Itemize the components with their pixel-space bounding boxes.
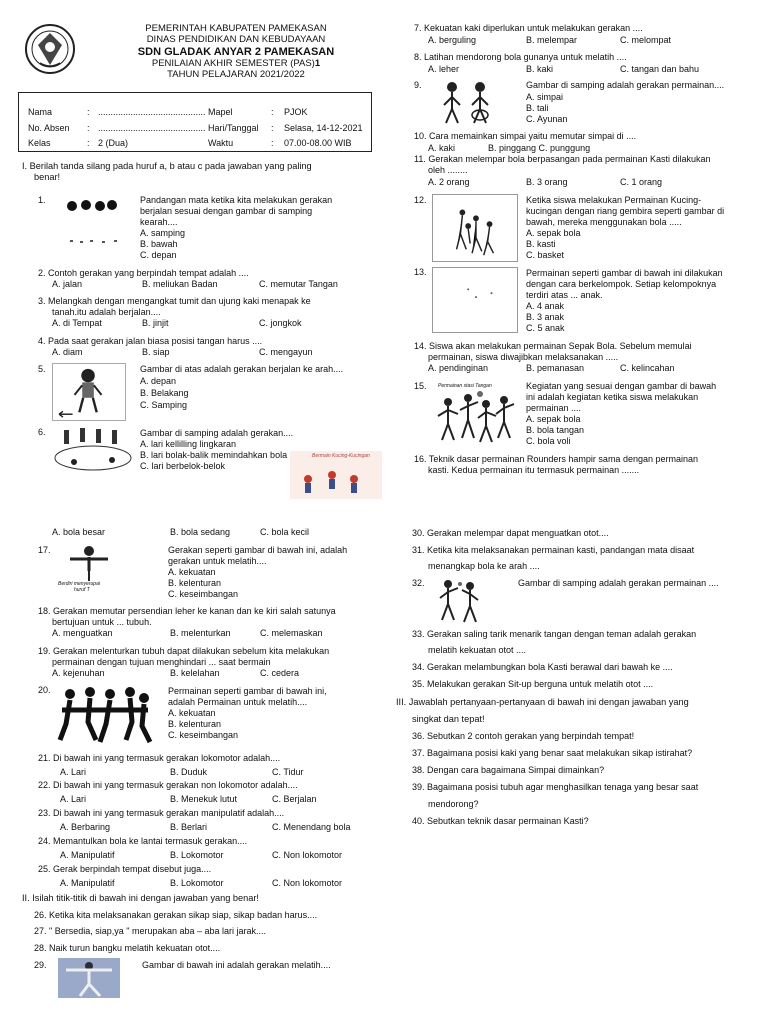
q6-option-a[interactable]: A. lari kellilling lingkaran <box>140 439 237 449</box>
hari-sep: : <box>271 123 274 133</box>
q9-line-1: Gambar di samping adalah gerakan permainan.... <box>526 80 725 90</box>
q9-option-a[interactable]: A. simpai <box>526 92 564 102</box>
q12-line-1: Ketika siswa melakukan Permainan Kucing- <box>526 195 702 205</box>
q35-text: 35. Melakukan gerakan Sit-up berguna untuk melatih otot .... <box>412 679 654 689</box>
q3-option-a[interactable]: A. di Tempat <box>52 318 102 328</box>
q6-number: 6. <box>38 427 46 437</box>
section-1-title-2: benar! <box>34 172 61 182</box>
q31-line-1: 31. Ketika kita melaksanakan permainan kasti, pandangan mata disaat <box>412 545 695 555</box>
q24-option-c[interactable]: C. Non lokomotor <box>272 850 343 860</box>
q25-option-b[interactable]: B. Lokomotor <box>170 878 224 888</box>
q13-option-b[interactable]: B. 3 anak <box>526 312 565 322</box>
q18-option-b[interactable]: B. melenturkan <box>170 628 231 638</box>
mapel-sep: : <box>271 107 274 117</box>
q13-option-c[interactable]: C. 5 anak <box>526 323 565 333</box>
q15-handball-figure <box>434 380 520 448</box>
q9-option-c[interactable]: C. Ayunan <box>526 114 568 124</box>
q6-option-c[interactable]: C. lari berbelok-belok <box>140 461 226 471</box>
q13-option-a[interactable]: A. 4 anak <box>526 301 565 311</box>
header-line-2: DINAS PENDIDIKAN DAN KEBUDAYAAN <box>146 34 326 45</box>
q5-option-c[interactable]: C. Samping <box>140 400 188 410</box>
q18-option-c[interactable]: C. melemaskan <box>260 628 323 638</box>
q4-text: 4. Pada saat gerakan jalan biasa posisi tangan harus .... <box>38 336 263 346</box>
header-line-1: PEMERINTAH KABUPATEN PAMEKASAN <box>145 23 327 34</box>
q23-option-b[interactable]: B. Berlari <box>170 822 208 832</box>
q13-number: 13. <box>414 267 427 277</box>
q14-line-2: permainan, siswa diwajibkan melaksanakan ..... <box>428 352 619 362</box>
exam-title: PENILAIAN AKHIR SEMESTER (PAS)1 <box>151 58 321 69</box>
q2-text: 2. Contoh gerakan yang berpindah tempat adalah .... <box>38 268 249 278</box>
q14-option-a[interactable]: A. pendinginan <box>428 363 489 373</box>
q11-line-2: oleh ........ <box>428 165 468 175</box>
q11-option-c[interactable]: C. 1 orang <box>620 177 663 187</box>
school-year: TAHUN PELAJARAN 2021/2022 <box>167 69 305 80</box>
absen-label: No. Absen <box>28 123 70 133</box>
q17-line-2: gerakan untuk melatih.... <box>168 556 267 566</box>
waktu-sep: : <box>271 138 274 148</box>
q6-cat-game-figure <box>290 451 382 499</box>
q12-option-c[interactable]: C. basket <box>526 250 565 260</box>
q25-option-c[interactable]: C. Non lokomotor <box>272 878 343 888</box>
q8-text: 8. Latihan mendorong bola gunanya untuk melatih .... <box>414 52 627 62</box>
q24-option-a[interactable]: A. Manipulatif <box>60 850 115 860</box>
q29-exercise-figure <box>58 958 120 998</box>
q2-option-c[interactable]: C. memutar Tangan <box>259 279 338 289</box>
q2-option-a[interactable]: A. jalan <box>52 279 83 289</box>
q25-option-a[interactable]: A. Manipulatif <box>60 878 115 888</box>
q3-line-2: tanah.itu adalah berjalan.... <box>52 307 161 317</box>
q19-line-2: permainan dengan tujuan menghindari ... saat bermain <box>52 657 271 667</box>
q5-line-1: Gambar di atas adalah gerakan berjalan ke arah.... <box>140 364 344 374</box>
q21-option-c[interactable]: C. Tidur <box>272 767 304 777</box>
q4-option-c[interactable]: C. mengayun <box>259 347 313 357</box>
q6-line-1: Gambar di samping adalah gerakan.... <box>140 428 294 438</box>
q20-number: 20. <box>38 685 51 695</box>
q24-text: 24. Memantulkan bola ke lantai termasuk gerakan.... <box>38 836 248 846</box>
q16-option-b[interactable]: B. bola sedang <box>170 527 231 537</box>
q17-caption-1: Berdiri menyerupai <box>58 581 100 587</box>
mapel-value: PJOK <box>284 107 308 117</box>
hari-value: Selasa, 14-12-2021 <box>284 123 363 133</box>
q15-option-a[interactable]: A. sepak bola <box>526 414 581 424</box>
q7-option-c[interactable]: C. melompat <box>620 35 672 45</box>
nama-sep: : <box>87 107 90 117</box>
q30-text: 30. Gerakan melempar dapat menguatkan otot.... <box>412 528 609 538</box>
q29-text: Gambar di bawah ini adalah gerakan melatih.... <box>142 960 331 970</box>
q15-number: 15. <box>414 381 427 391</box>
q18-line-1: 18. Gerakan memutar persendian leher ke kanan dan ke kiri salah satunya <box>38 606 336 616</box>
nama-label: Nama <box>28 107 53 117</box>
q1-option-a[interactable]: A. samping <box>140 228 186 238</box>
q15-line-3: permainan .... <box>526 403 582 413</box>
q13-line-3: terdiri atas ... anak. <box>526 290 603 300</box>
q36-text: 36. Sebutkan 2 contoh gerakan yang berpindah tempat! <box>412 731 635 741</box>
q7-option-a[interactable]: A. berguling <box>428 35 477 45</box>
q11-option-a[interactable]: A. 2 orang <box>428 177 470 187</box>
q26-text: 26. Ketika kita melaksanakan gerakan sikap siap, sikap badan harus.... <box>34 910 318 920</box>
q18-option-a[interactable]: A. menguatkan <box>52 628 113 638</box>
q21-option-b[interactable]: B. Duduk <box>170 767 208 777</box>
q20-option-a[interactable]: A. kekuatan <box>168 708 216 718</box>
q23-option-a[interactable]: A. Berbaring <box>60 822 111 832</box>
q4-option-a[interactable]: A. diam <box>52 347 83 357</box>
q9-number: 9. <box>414 80 422 90</box>
q5-boy-figure <box>52 363 126 421</box>
q17-option-a[interactable]: A. kekuatan <box>168 567 216 577</box>
q13-group-figure <box>432 267 518 333</box>
absen-field[interactable]: ........................................... <box>98 123 206 133</box>
q8-option-a[interactable]: A. leher <box>428 64 460 74</box>
section-1-title: I. Berilah tanda silang pada huruf a, b atau c pada jawaban yang paling <box>22 161 312 171</box>
q20-option-c[interactable]: C. keseimbangan <box>168 730 239 740</box>
q4-option-b[interactable]: B. siap <box>142 347 170 357</box>
q14-option-c[interactable]: C. kelincahan <box>620 363 675 373</box>
q1-number: 1. <box>38 195 46 205</box>
q13-line-1: Permainan seperti gambar di bawah ini dilakukan <box>526 268 723 278</box>
q14-option-b[interactable]: B. pemanasan <box>526 363 585 373</box>
q7-option-b[interactable]: B. melempar <box>526 35 578 45</box>
q3-option-b[interactable]: B. jinjit <box>142 318 169 328</box>
q23-text: 23. Di bawah ini yang termasuk gerakan manipulatif adalah.... <box>38 808 285 818</box>
q10-option-bc[interactable]: B. pinggang C. punggung <box>488 143 591 153</box>
q8-option-b[interactable]: B. kaki <box>526 64 554 74</box>
q1-walking-figure <box>58 194 132 258</box>
q12-number: 12. <box>414 195 427 205</box>
q33-line-2: melatih kekuatan otot .... <box>428 645 527 655</box>
q33-line-1: 33. Gerakan saling tarik menarik tangan dengan teman adalah gerakan <box>412 629 697 639</box>
q10-text: 10. Cara memainkan simpai yaitu memutar simpai di .... <box>414 131 637 141</box>
q6-circle-run-figure <box>52 426 134 472</box>
q17-line-1: Gerakan seperti gambar di bawah ini, adalah <box>168 545 348 555</box>
q8-option-c[interactable]: C. tangan dan bahu <box>620 64 700 74</box>
q15-line-1: Kegiatan yang sesuai dengan gambar di bawah <box>526 381 717 391</box>
q27-text: 27. " Bersedia, siap,ya " merupakan aba – aba lari jarak.... <box>34 926 267 936</box>
q14-line-1: 14. Siswa akan melakukan permainan Sepak Bola. Sebelum memulai <box>414 341 692 351</box>
q9-hoop-figure <box>436 79 498 125</box>
q34-text: 34. Gerakan melambungkan bola Kasti berawal dari bawah ke .... <box>412 662 673 672</box>
q6-option-b[interactable]: B. lari bolak-balik memindahkan bola <box>140 450 288 460</box>
nama-field[interactable]: ........................................... <box>98 107 206 117</box>
q17-t-stand-figure <box>56 543 122 593</box>
q19-option-c[interactable]: C. cedera <box>260 668 300 678</box>
school-logo <box>24 23 76 75</box>
q11-line-1: 11. Gerakan melempar bola berpasangan pada permainan Kasti dilakukan <box>414 154 711 164</box>
q39-line-1: 39. Bagaimana posisi tubuh agar menghasilkan tenaga yang besar saat <box>412 782 699 792</box>
q31-line-2: menangkap bola ke arah .... <box>428 561 540 571</box>
q15-caption: Permainan stasi Tangan <box>438 383 492 389</box>
q24-option-b[interactable]: B. Lokomotor <box>170 850 224 860</box>
q21-text: 21. Di bawah ini yang termasuk gerakan lokomotor adalah.... <box>38 753 281 763</box>
q11-option-b[interactable]: B. 3 orang <box>526 177 568 187</box>
q29-number: 29. <box>34 960 47 970</box>
q32-number: 32. <box>412 578 425 588</box>
q40-text: 40. Sebutkan teknik dasar permainan Kasti? <box>412 816 589 826</box>
q17-option-b[interactable]: B. kelenturan <box>168 578 222 588</box>
q1-line-3: kearah.... <box>140 217 178 227</box>
q3-option-c[interactable]: C. jongkok <box>259 318 302 328</box>
kelas-value: 2 (Dua) <box>98 138 129 148</box>
q17-caption-2: huruf T <box>74 587 90 593</box>
q12-cat-game-figure <box>432 194 518 262</box>
q15-line-2: ini adalah kegiatan ketika siswa melakukan <box>526 392 699 402</box>
q25-text: 25. Gerak berpindah tempat disebut juga.... <box>38 864 212 874</box>
q9-option-b[interactable]: B. tali <box>526 103 549 113</box>
q16-line-1: 16. Teknik dasar permainan Rounders hampir sama dengan permainan <box>414 454 699 464</box>
q13-line-2: dengan cara berkelompok. Setiap kelompoknya <box>526 279 717 289</box>
q17-option-c[interactable]: C. keseimbangan <box>168 589 239 599</box>
q3-line-1: 3. Melangkah dengan mengangkat tumit dan ujung kaki menapak ke <box>38 296 311 306</box>
q22-option-c[interactable]: C. Berjalan <box>272 794 317 804</box>
q5-option-b[interactable]: B. Belakang <box>140 388 189 398</box>
kelas-sep: : <box>87 138 90 148</box>
section-3-title-2: singkat dan tepat! <box>412 714 485 724</box>
waktu-value: 07.00-08.00 WIB <box>284 138 352 148</box>
q19-option-b[interactable]: B. kelelahan <box>170 668 220 678</box>
q5-number: 5. <box>38 364 46 374</box>
q39-line-2: mendorong? <box>428 799 479 809</box>
q2-option-b[interactable]: B. meliukan Badan <box>142 279 218 289</box>
q15-option-c[interactable]: C. bola voli <box>526 436 571 446</box>
hari-label: Hari/Tanggal <box>208 123 259 133</box>
q12-line-2: kucingan dengan riang gembira seperti gambar di <box>526 206 725 216</box>
q1-option-b[interactable]: B. bawah <box>140 239 178 249</box>
q20-group-game-figure <box>56 684 154 746</box>
q7-text: 7. Kekuatan kaki diperlukan untuk melakukan gerakan .... <box>414 23 643 33</box>
q17-number: 17. <box>38 545 51 555</box>
q16-line-2: kasti. Kedua permainan itu termasuk permainan ....... <box>428 465 640 475</box>
waktu-label: Waktu <box>208 138 234 148</box>
q1-line-2: berjalan sesuai dengan gambar di samping <box>140 206 313 216</box>
absen-sep: : <box>87 123 90 133</box>
q12-line-3: bawah, mereka menggunakan bola ..... <box>526 217 682 227</box>
section-3-title: III. Jawablah pertanyaan-pertanyaan di bawah ini dengan jawaban yang <box>396 697 689 707</box>
q19-option-a[interactable]: A. kejenuhan <box>52 668 105 678</box>
q16-option-a[interactable]: A. bola besar <box>52 527 106 537</box>
q19-line-1: 19. Gerakan melenturkan tubuh dapat dilakukan sebelum kita melakukan <box>38 646 330 656</box>
q12-option-b[interactable]: B. kasti <box>526 239 556 249</box>
mapel-label: Mapel <box>208 107 233 117</box>
q18-line-2: bertujuan untuk ... tubuh. <box>52 617 152 627</box>
section-2-title: II. Isilah titik-titik di bawah ini dengan jawaban yang benar! <box>22 893 259 903</box>
q38-text: 38. Dengan cara bagaimana Simpai dimainkan? <box>412 765 605 775</box>
q21-option-a[interactable]: A. Lari <box>60 767 87 777</box>
kelas-label: Kelas <box>28 138 51 148</box>
q22-option-b[interactable]: B. Menekuk lutut <box>170 794 238 804</box>
q15-option-b[interactable]: B. bola tangan <box>526 425 585 435</box>
q12-option-a[interactable]: A. sepak bola <box>526 228 581 238</box>
q37-text: 37. Bagaimana posisi kaki yang benar saat melakukan sikap istirahat? <box>412 748 693 758</box>
q6-caption: Bermain Kucing-Kucingan <box>312 453 370 459</box>
q22-text: 22. Di bawah ini yang termasuk gerakan non lokomotor adalah.... <box>38 780 298 790</box>
q1-line-1: Pandangan mata ketika kita melakukan gerakan <box>140 195 333 205</box>
q23-option-c[interactable]: C. Menendang bola <box>272 822 351 832</box>
q20-option-b[interactable]: B. kelenturan <box>168 719 222 729</box>
q20-line-2: adalah Permainan untuk melatih.... <box>168 697 308 707</box>
school-name: SDN GLADAK ANYAR 2 PAMEKASAN <box>137 46 335 58</box>
q10-option-a[interactable]: A. kaki <box>428 143 456 153</box>
q32-kasti-figure <box>434 576 484 624</box>
q22-option-a[interactable]: A. Lari <box>60 794 87 804</box>
q28-text: 28. Naik turun bangku melatih kekuatan otot.... <box>34 943 221 953</box>
q1-option-c[interactable]: C. depan <box>140 250 177 260</box>
q5-option-a[interactable]: A. depan <box>140 376 177 386</box>
q20-line-1: Permainan seperti gambar di bawah ini, <box>168 686 327 696</box>
q16-option-c[interactable]: C. bola kecil <box>260 527 310 537</box>
q32-text: Gambar di samping adalah gerakan permainan .... <box>518 578 719 588</box>
